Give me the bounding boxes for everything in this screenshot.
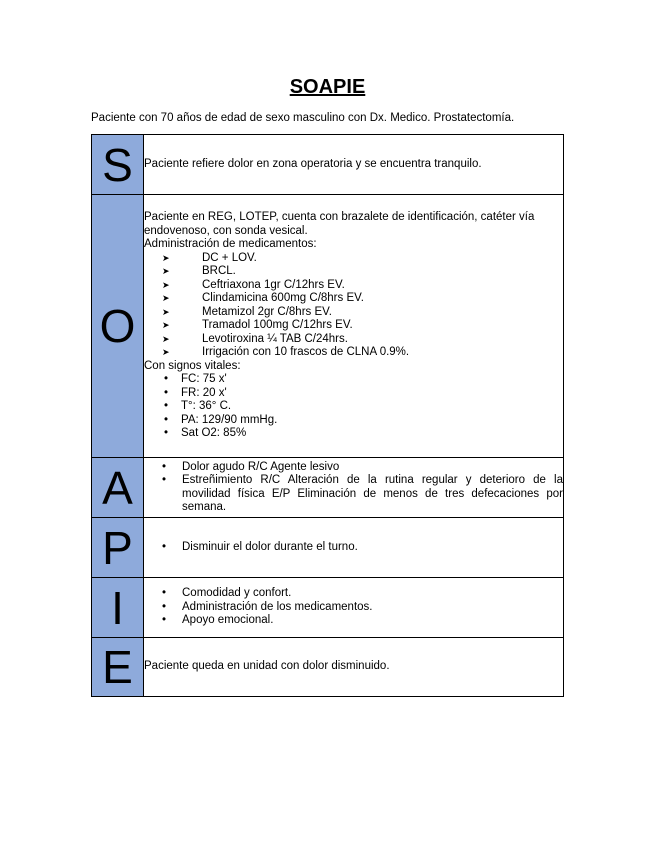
list-item: • PA: 129/90 mmHg. (164, 413, 278, 426)
letter-i: I (92, 578, 144, 638)
arrow-bullet-icon: ➤ (162, 320, 170, 331)
subjective-text: Paciente refiere dolor en zona operatoria y se encuentra tranquilo. (144, 157, 482, 170)
bullet-icon: • (164, 427, 169, 440)
row-s (92, 135, 564, 195)
meds-list (144, 252, 563, 360)
arrow-bullet-icon: ➤ (162, 266, 170, 277)
list-item: ➤ Clindamicina 600mg C/8hrs EV. (162, 292, 364, 305)
intro-text: Paciente con 70 años de edad de sexo masculino con Dx. Medico. Prostatectomía. (91, 112, 515, 124)
letter-s: S (92, 135, 144, 195)
letter-o: O (92, 195, 144, 458)
evaluation-cell (144, 638, 564, 697)
row-o (92, 195, 564, 458)
objective-line1: Paciente en REG, LOTEP, cuenta con brazalete de identificación, catéter vía endovenoso, con sonda vesical. (144, 211, 535, 237)
list-item: • Administración de los medicamentos. (162, 600, 373, 613)
bullet-icon: • (164, 413, 169, 426)
objective-cell (144, 195, 564, 458)
list-item: • Comodidad y confort. (162, 587, 292, 600)
intervention-list (144, 587, 563, 628)
list-item: • T°: 36° C. (164, 400, 232, 413)
subjective-cell (144, 135, 564, 195)
arrow-bullet-icon: ➤ (162, 333, 170, 344)
vitals-heading: Con signos vitales: (144, 359, 241, 372)
arrow-bullet-icon: ➤ (162, 306, 170, 317)
list-item: ➤ Irrigación con 10 frascos de CLNA 0.9%. (162, 346, 410, 359)
list-item: • Apoyo emocional. (162, 614, 274, 627)
bullet-icon: • (162, 614, 167, 627)
list-item: ➤ Tramadol 100mg C/12hrs EV. (162, 319, 353, 332)
list-item: • Dolor agudo R/C Agente lesivo (162, 460, 340, 473)
list-item: ➤ Metamizol 2gr C/8hrs EV. (162, 305, 332, 318)
bullet-icon: • (162, 474, 167, 486)
list-item: • FC: 75 x' (164, 373, 227, 386)
meds-heading: Administración de medicamentos: (144, 238, 317, 251)
bullet-icon: • (164, 400, 169, 413)
arrow-bullet-icon: ➤ (162, 347, 170, 358)
arrow-bullet-icon: ➤ (162, 279, 170, 290)
letter-p: P (92, 518, 144, 578)
vitals-list (144, 373, 563, 441)
bullet-icon: • (162, 600, 167, 613)
bullet-icon: • (162, 460, 167, 473)
page-title: SOAPIE (289, 76, 366, 98)
list-item: • Sat O2: 85% (164, 427, 247, 440)
row-i (92, 578, 564, 638)
letter-e: E (92, 638, 144, 697)
row-a (92, 458, 564, 518)
list-item: ➤ Ceftriaxona 1gr C/12hrs EV. (162, 278, 345, 291)
plan-list (144, 541, 563, 555)
bullet-icon: • (162, 540, 167, 553)
row-p (92, 518, 564, 578)
arrow-bullet-icon: ➤ (162, 293, 170, 304)
assessment-list (144, 461, 563, 515)
list-item: • Estreñimiento R/C Alteración de la rutina regular y deterioro de la movilidad física E/P Eliminación de menos de tres defecaciones por semana. (162, 474, 563, 513)
row-e (92, 638, 564, 697)
assessment-cell (144, 458, 564, 518)
bullet-icon: • (164, 373, 169, 386)
intervention-cell (144, 578, 564, 638)
bullet-icon: • (164, 386, 169, 399)
list-item: ➤ Levotiroxina ¼ TAB C/24hrs. (162, 332, 348, 345)
evaluation-text: Paciente queda en unidad con dolor disminuido. (144, 660, 390, 673)
list-item: • Disminuir el dolor durante el turno. (162, 540, 358, 553)
bullet-icon: • (162, 587, 167, 600)
list-item: ➤ BRCL. (162, 265, 236, 278)
letter-a: A (92, 458, 144, 518)
list-item: ➤ DC + LOV. (162, 251, 257, 264)
list-item: • FR: 20 x' (164, 386, 227, 399)
arrow-bullet-icon: ➤ (162, 252, 170, 263)
soapie-table (91, 134, 564, 697)
plan-cell (144, 518, 564, 578)
